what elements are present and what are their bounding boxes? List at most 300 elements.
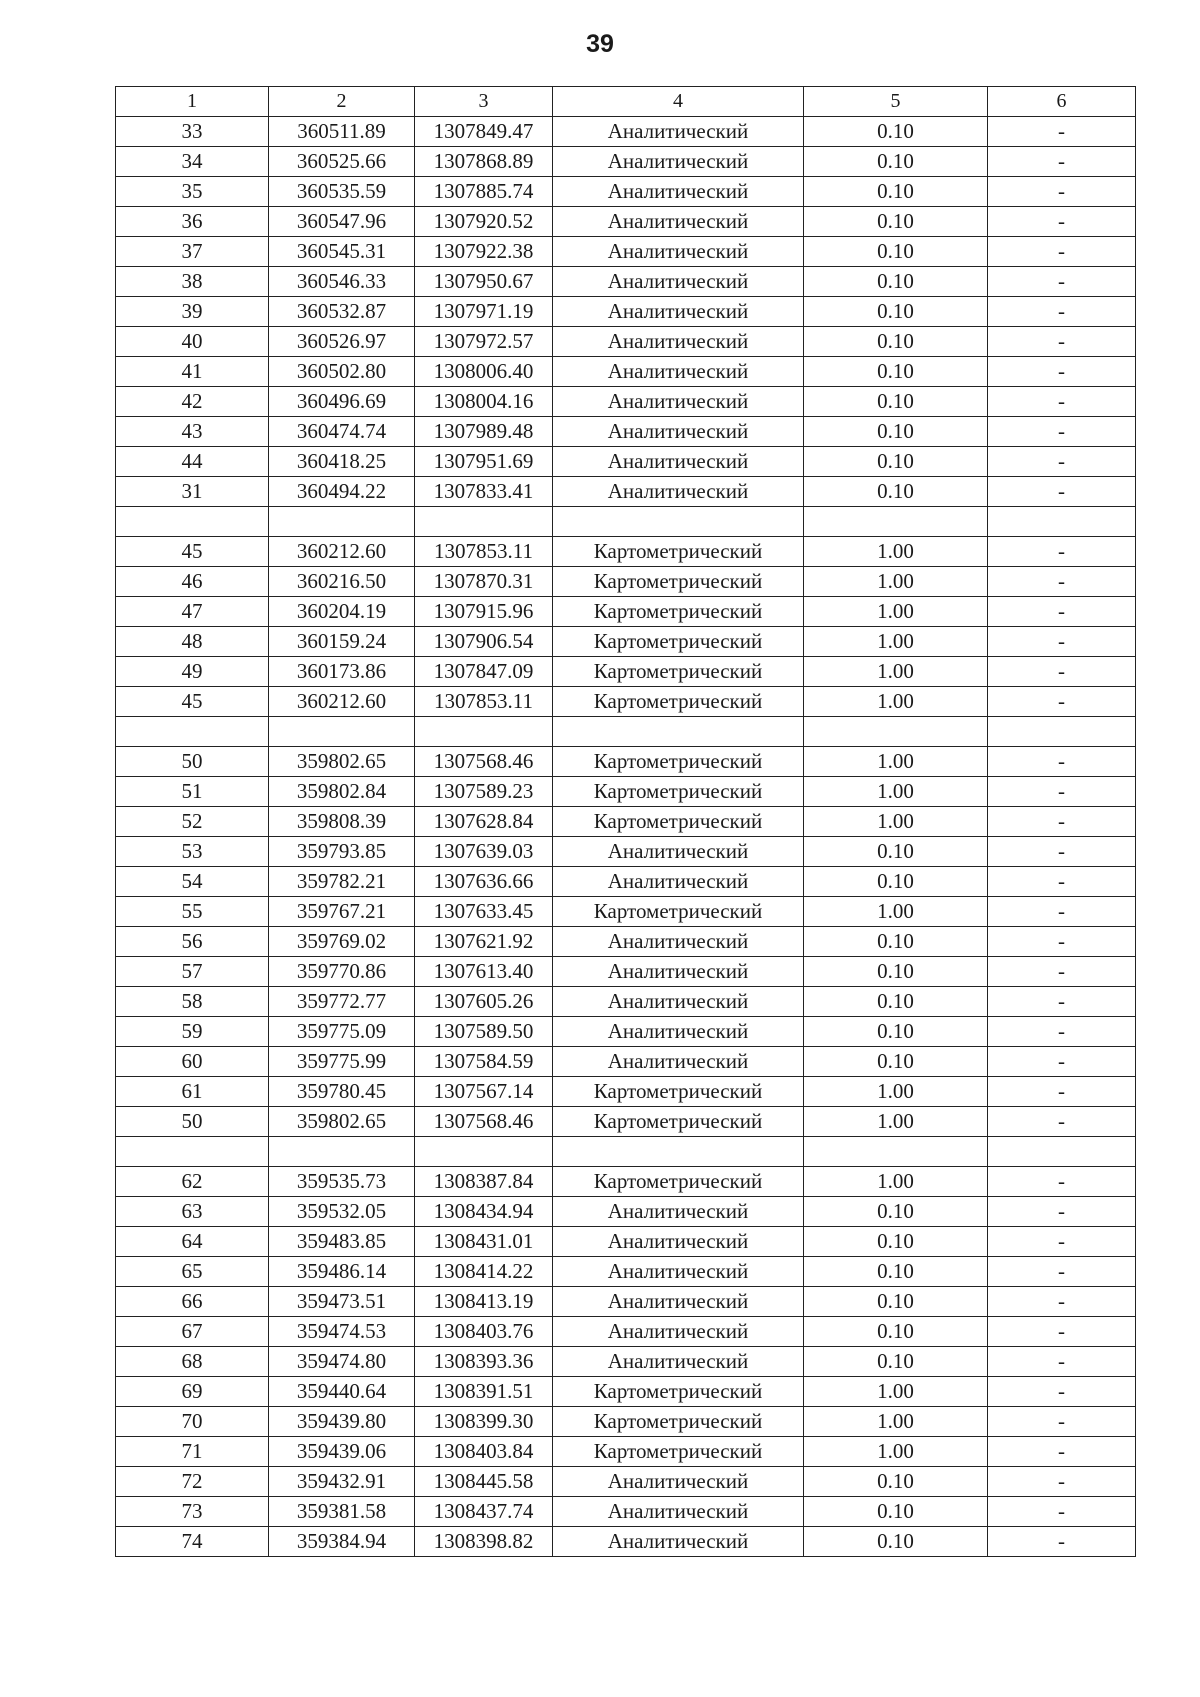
y-coordinate-cell: 1307567.14 — [415, 1077, 553, 1107]
table-row — [116, 867, 1136, 897]
y-coordinate-cell: 1308006.40 — [415, 357, 553, 387]
note-cell: - — [988, 777, 1136, 807]
table-row — [116, 417, 1136, 447]
method-cell: Картометрический — [553, 567, 804, 597]
accuracy-cell: 0.10 — [804, 987, 988, 1017]
y-coordinate-cell: 1308393.36 — [415, 1347, 553, 1377]
x-coordinate-cell: 360496.69 — [269, 387, 415, 417]
table-row — [116, 1497, 1136, 1527]
accuracy-cell: 1.00 — [804, 567, 988, 597]
accuracy-cell: 0.10 — [804, 1047, 988, 1077]
method-cell: Аналитический — [553, 447, 804, 477]
point-number-cell: 69 — [116, 1377, 269, 1407]
note-cell: - — [988, 1437, 1136, 1467]
table-row — [116, 177, 1136, 207]
x-coordinate-cell: 360204.19 — [269, 597, 415, 627]
note-cell — [988, 507, 1136, 537]
note-cell: - — [988, 1287, 1136, 1317]
accuracy-cell: 1.00 — [804, 597, 988, 627]
x-coordinate-cell: 359775.99 — [269, 1047, 415, 1077]
x-coordinate-cell: 359381.58 — [269, 1497, 415, 1527]
accuracy-cell: 1.00 — [804, 1167, 988, 1197]
table-row — [116, 507, 1136, 537]
accuracy-cell: 1.00 — [804, 807, 988, 837]
accuracy-cell: 0.10 — [804, 1287, 988, 1317]
point-number-cell: 38 — [116, 267, 269, 297]
method-cell: Аналитический — [553, 867, 804, 897]
accuracy-cell: 0.10 — [804, 1347, 988, 1377]
accuracy-cell: 0.10 — [804, 297, 988, 327]
y-coordinate-cell: 1308413.19 — [415, 1287, 553, 1317]
y-coordinate-cell: 1308398.82 — [415, 1527, 553, 1557]
table-row — [116, 447, 1136, 477]
x-coordinate-cell: 359474.80 — [269, 1347, 415, 1377]
point-number-cell — [116, 1137, 269, 1167]
note-cell: - — [988, 1317, 1136, 1347]
table-row — [116, 1077, 1136, 1107]
table-row — [116, 267, 1136, 297]
method-cell: Аналитический — [553, 417, 804, 447]
point-number-cell: 57 — [116, 957, 269, 987]
y-coordinate-cell — [415, 507, 553, 537]
y-coordinate-cell: 1307639.03 — [415, 837, 553, 867]
point-number-cell: 61 — [116, 1077, 269, 1107]
method-cell: Картометрический — [553, 1437, 804, 1467]
note-cell: - — [988, 267, 1136, 297]
y-coordinate-cell — [415, 1137, 553, 1167]
note-cell: - — [988, 207, 1136, 237]
y-coordinate-cell: 1308403.76 — [415, 1317, 553, 1347]
point-number-cell — [116, 717, 269, 747]
accuracy-cell: 0.10 — [804, 177, 988, 207]
x-coordinate-cell: 359782.21 — [269, 867, 415, 897]
table-row — [116, 1467, 1136, 1497]
table-row — [116, 297, 1136, 327]
y-coordinate-cell: 1307971.19 — [415, 297, 553, 327]
note-cell — [988, 1137, 1136, 1167]
accuracy-cell: 0.10 — [804, 117, 988, 147]
y-coordinate-cell: 1307950.67 — [415, 267, 553, 297]
method-cell: Картометрический — [553, 627, 804, 657]
x-coordinate-cell: 359532.05 — [269, 1197, 415, 1227]
accuracy-cell — [804, 1137, 988, 1167]
method-cell: Картометрический — [553, 777, 804, 807]
y-coordinate-cell: 1308434.94 — [415, 1197, 553, 1227]
y-coordinate-cell: 1307833.41 — [415, 477, 553, 507]
method-cell — [553, 1137, 804, 1167]
accuracy-cell: 0.10 — [804, 447, 988, 477]
x-coordinate-cell: 360212.60 — [269, 537, 415, 567]
note-cell: - — [988, 897, 1136, 927]
x-coordinate-cell: 359780.45 — [269, 1077, 415, 1107]
accuracy-cell: 0.10 — [804, 267, 988, 297]
table-row — [116, 1167, 1136, 1197]
note-cell: - — [988, 837, 1136, 867]
y-coordinate-cell: 1307568.46 — [415, 1107, 553, 1137]
accuracy-cell: 0.10 — [804, 327, 988, 357]
method-cell: Аналитический — [553, 1257, 804, 1287]
method-cell: Аналитический — [553, 1287, 804, 1317]
method-cell: Аналитический — [553, 267, 804, 297]
y-coordinate-cell: 1307868.89 — [415, 147, 553, 177]
method-cell: Аналитический — [553, 1197, 804, 1227]
accuracy-cell: 1.00 — [804, 1437, 988, 1467]
method-cell: Аналитический — [553, 957, 804, 987]
point-number-cell: 45 — [116, 687, 269, 717]
point-number-cell: 45 — [116, 537, 269, 567]
note-cell: - — [988, 957, 1136, 987]
point-number-cell: 71 — [116, 1437, 269, 1467]
y-coordinate-cell: 1307589.23 — [415, 777, 553, 807]
x-coordinate-cell: 360494.22 — [269, 477, 415, 507]
x-coordinate-cell: 359802.84 — [269, 777, 415, 807]
point-number-cell: 64 — [116, 1227, 269, 1257]
note-cell: - — [988, 1347, 1136, 1377]
point-number-cell: 72 — [116, 1467, 269, 1497]
x-coordinate-cell: 360474.74 — [269, 417, 415, 447]
x-coordinate-cell: 360545.31 — [269, 237, 415, 267]
table-row — [116, 357, 1136, 387]
page-number: 39 — [586, 30, 614, 58]
point-number-cell: 47 — [116, 597, 269, 627]
x-coordinate-cell: 360535.59 — [269, 177, 415, 207]
method-cell: Аналитический — [553, 927, 804, 957]
point-number-cell: 60 — [116, 1047, 269, 1077]
point-number-cell: 39 — [116, 297, 269, 327]
table-row — [116, 477, 1136, 507]
table-row — [116, 747, 1136, 777]
x-coordinate-cell: 359473.51 — [269, 1287, 415, 1317]
accuracy-cell: 1.00 — [804, 1377, 988, 1407]
accuracy-cell: 0.10 — [804, 477, 988, 507]
method-cell: Аналитический — [553, 357, 804, 387]
x-coordinate-cell: 359802.65 — [269, 1107, 415, 1137]
note-cell: - — [988, 1257, 1136, 1287]
accuracy-cell: 0.10 — [804, 1017, 988, 1047]
note-cell: - — [988, 1047, 1136, 1077]
table-row — [116, 837, 1136, 867]
table-row — [116, 777, 1136, 807]
point-number-cell: 50 — [116, 1107, 269, 1137]
method-cell: Картометрический — [553, 1107, 804, 1137]
table-row — [116, 687, 1136, 717]
x-coordinate-cell: 359440.64 — [269, 1377, 415, 1407]
point-number-cell: 51 — [116, 777, 269, 807]
table-row — [116, 387, 1136, 417]
table-row — [116, 1257, 1136, 1287]
method-cell: Аналитический — [553, 477, 804, 507]
accuracy-cell: 1.00 — [804, 1407, 988, 1437]
accuracy-cell — [804, 507, 988, 537]
method-cell: Картометрический — [553, 1167, 804, 1197]
point-number-cell: 43 — [116, 417, 269, 447]
table-row — [116, 957, 1136, 987]
accuracy-cell: 0.10 — [804, 147, 988, 177]
method-cell: Картометрический — [553, 807, 804, 837]
table-row — [116, 1017, 1136, 1047]
accuracy-cell: 0.10 — [804, 1197, 988, 1227]
y-coordinate-cell: 1308414.22 — [415, 1257, 553, 1287]
point-number-cell: 35 — [116, 177, 269, 207]
header-cell: 5 — [804, 87, 988, 117]
accuracy-cell: 0.10 — [804, 957, 988, 987]
note-cell: - — [988, 867, 1136, 897]
point-number-cell: 33 — [116, 117, 269, 147]
y-coordinate-cell: 1307853.11 — [415, 687, 553, 717]
x-coordinate-cell — [269, 507, 415, 537]
y-coordinate-cell: 1308437.74 — [415, 1497, 553, 1527]
y-coordinate-cell: 1307589.50 — [415, 1017, 553, 1047]
header-cell: 2 — [269, 87, 415, 117]
point-number-cell: 54 — [116, 867, 269, 897]
table-row — [116, 597, 1136, 627]
note-cell: - — [988, 1467, 1136, 1497]
note-cell: - — [988, 657, 1136, 687]
method-cell — [553, 717, 804, 747]
x-coordinate-cell: 359769.02 — [269, 927, 415, 957]
y-coordinate-cell: 1308399.30 — [415, 1407, 553, 1437]
table-row — [116, 717, 1136, 747]
x-coordinate-cell: 359432.91 — [269, 1467, 415, 1497]
accuracy-cell: 1.00 — [804, 687, 988, 717]
y-coordinate-cell: 1307636.66 — [415, 867, 553, 897]
accuracy-cell: 0.10 — [804, 927, 988, 957]
note-cell: - — [988, 807, 1136, 837]
table-row — [116, 327, 1136, 357]
method-cell: Картометрический — [553, 687, 804, 717]
table-row — [116, 807, 1136, 837]
point-number-cell: 73 — [116, 1497, 269, 1527]
y-coordinate-cell: 1307853.11 — [415, 537, 553, 567]
x-coordinate-cell: 360418.25 — [269, 447, 415, 477]
x-coordinate-cell: 359808.39 — [269, 807, 415, 837]
y-coordinate-cell: 1307613.40 — [415, 957, 553, 987]
point-number-cell: 46 — [116, 567, 269, 597]
accuracy-cell: 0.10 — [804, 357, 988, 387]
point-number-cell: 34 — [116, 147, 269, 177]
y-coordinate-cell: 1307920.52 — [415, 207, 553, 237]
table-row — [116, 1137, 1136, 1167]
x-coordinate-cell — [269, 1137, 415, 1167]
y-coordinate-cell: 1307584.59 — [415, 1047, 553, 1077]
x-coordinate-cell: 360532.87 — [269, 297, 415, 327]
x-coordinate-cell: 360173.86 — [269, 657, 415, 687]
accuracy-cell: 0.10 — [804, 237, 988, 267]
note-cell: - — [988, 387, 1136, 417]
note-cell: - — [988, 1227, 1136, 1257]
method-cell: Картометрический — [553, 1407, 804, 1437]
note-cell: - — [988, 117, 1136, 147]
method-cell: Аналитический — [553, 387, 804, 417]
accuracy-cell: 1.00 — [804, 1107, 988, 1137]
method-cell: Аналитический — [553, 1047, 804, 1077]
x-coordinate-cell: 360526.97 — [269, 327, 415, 357]
point-number-cell: 41 — [116, 357, 269, 387]
y-coordinate-cell: 1307989.48 — [415, 417, 553, 447]
x-coordinate-cell: 359384.94 — [269, 1527, 415, 1557]
header-cell: 6 — [988, 87, 1136, 117]
table-row — [116, 1197, 1136, 1227]
table-row — [116, 147, 1136, 177]
point-number-cell: 48 — [116, 627, 269, 657]
x-coordinate-cell: 359535.73 — [269, 1167, 415, 1197]
note-cell: - — [988, 1107, 1136, 1137]
y-coordinate-cell: 1307568.46 — [415, 747, 553, 777]
y-coordinate-cell: 1308391.51 — [415, 1377, 553, 1407]
method-cell: Аналитический — [553, 177, 804, 207]
table-row — [116, 1377, 1136, 1407]
accuracy-cell: 1.00 — [804, 537, 988, 567]
accuracy-cell: 0.10 — [804, 1497, 988, 1527]
point-number-cell: 55 — [116, 897, 269, 927]
table-row — [116, 1317, 1136, 1347]
point-number-cell: 58 — [116, 987, 269, 1017]
accuracy-cell: 1.00 — [804, 627, 988, 657]
accuracy-cell: 0.10 — [804, 1257, 988, 1287]
point-number-cell: 52 — [116, 807, 269, 837]
accuracy-cell: 0.10 — [804, 1227, 988, 1257]
point-number-cell: 53 — [116, 837, 269, 867]
x-coordinate-cell: 360525.66 — [269, 147, 415, 177]
x-coordinate-cell: 360511.89 — [269, 117, 415, 147]
x-coordinate-cell: 360159.24 — [269, 627, 415, 657]
x-coordinate-cell: 360547.96 — [269, 207, 415, 237]
note-cell: - — [988, 1017, 1136, 1047]
table-row — [116, 237, 1136, 267]
accuracy-cell: 0.10 — [804, 837, 988, 867]
method-cell: Аналитический — [553, 837, 804, 867]
point-number-cell: 63 — [116, 1197, 269, 1227]
note-cell: - — [988, 927, 1136, 957]
table-row — [116, 987, 1136, 1017]
note-cell: - — [988, 237, 1136, 267]
table-row — [116, 117, 1136, 147]
accuracy-cell: 1.00 — [804, 747, 988, 777]
method-cell: Картометрический — [553, 1077, 804, 1107]
y-coordinate-cell: 1307628.84 — [415, 807, 553, 837]
table-row — [116, 1287, 1136, 1317]
y-coordinate-cell: 1308431.01 — [415, 1227, 553, 1257]
point-number-cell: 44 — [116, 447, 269, 477]
table-body — [116, 87, 1136, 1557]
y-coordinate-cell: 1307870.31 — [415, 567, 553, 597]
point-number-cell: 37 — [116, 237, 269, 267]
accuracy-cell: 0.10 — [804, 207, 988, 237]
note-cell — [988, 717, 1136, 747]
x-coordinate-cell: 360546.33 — [269, 267, 415, 297]
accuracy-cell — [804, 717, 988, 747]
method-cell: Аналитический — [553, 1227, 804, 1257]
note-cell: - — [988, 357, 1136, 387]
point-number-cell: 68 — [116, 1347, 269, 1377]
point-number-cell — [116, 507, 269, 537]
header-cell: 3 — [415, 87, 553, 117]
point-number-cell: 49 — [116, 657, 269, 687]
note-cell: - — [988, 1197, 1136, 1227]
table-row — [116, 1527, 1136, 1557]
accuracy-cell: 1.00 — [804, 657, 988, 687]
y-coordinate-cell: 1307621.92 — [415, 927, 553, 957]
table-row — [116, 537, 1136, 567]
note-cell: - — [988, 1377, 1136, 1407]
accuracy-cell: 0.10 — [804, 1467, 988, 1497]
point-number-cell: 65 — [116, 1257, 269, 1287]
point-number-cell: 40 — [116, 327, 269, 357]
accuracy-cell: 1.00 — [804, 777, 988, 807]
table-row — [116, 657, 1136, 687]
note-cell: - — [988, 1497, 1136, 1527]
x-coordinate-cell: 360502.80 — [269, 357, 415, 387]
table-header-row — [116, 87, 1136, 117]
x-coordinate-cell: 359474.53 — [269, 1317, 415, 1347]
y-coordinate-cell: 1307906.54 — [415, 627, 553, 657]
point-number-cell: 42 — [116, 387, 269, 417]
note-cell: - — [988, 477, 1136, 507]
coordinates-table — [115, 86, 1136, 1557]
table-row — [116, 897, 1136, 927]
note-cell: - — [988, 687, 1136, 717]
x-coordinate-cell: 359770.86 — [269, 957, 415, 987]
table-row — [116, 207, 1136, 237]
method-cell: Картометрический — [553, 747, 804, 777]
y-coordinate-cell: 1307922.38 — [415, 237, 553, 267]
table-row — [116, 927, 1136, 957]
accuracy-cell: 0.10 — [804, 867, 988, 897]
accuracy-cell: 0.10 — [804, 417, 988, 447]
note-cell: - — [988, 1407, 1136, 1437]
y-coordinate-cell: 1307885.74 — [415, 177, 553, 207]
note-cell: - — [988, 1077, 1136, 1107]
method-cell: Аналитический — [553, 1527, 804, 1557]
note-cell: - — [988, 447, 1136, 477]
x-coordinate-cell — [269, 717, 415, 747]
x-coordinate-cell: 359486.14 — [269, 1257, 415, 1287]
point-number-cell: 56 — [116, 927, 269, 957]
y-coordinate-cell: 1307972.57 — [415, 327, 553, 357]
point-number-cell: 62 — [116, 1167, 269, 1197]
table-row — [116, 1227, 1136, 1257]
method-cell: Аналитический — [553, 1467, 804, 1497]
method-cell: Аналитический — [553, 297, 804, 327]
point-number-cell: 70 — [116, 1407, 269, 1437]
method-cell: Картометрический — [553, 597, 804, 627]
note-cell: - — [988, 537, 1136, 567]
x-coordinate-cell: 359772.77 — [269, 987, 415, 1017]
method-cell: Аналитический — [553, 1347, 804, 1377]
x-coordinate-cell: 359802.65 — [269, 747, 415, 777]
method-cell: Аналитический — [553, 987, 804, 1017]
note-cell: - — [988, 297, 1136, 327]
table-row — [116, 567, 1136, 597]
point-number-cell: 67 — [116, 1317, 269, 1347]
method-cell: Аналитический — [553, 1317, 804, 1347]
x-coordinate-cell: 359767.21 — [269, 897, 415, 927]
x-coordinate-cell: 360216.50 — [269, 567, 415, 597]
accuracy-cell: 1.00 — [804, 897, 988, 927]
accuracy-cell: 0.10 — [804, 1317, 988, 1347]
note-cell: - — [988, 1527, 1136, 1557]
point-number-cell: 74 — [116, 1527, 269, 1557]
table-row — [116, 1407, 1136, 1437]
y-coordinate-cell: 1307849.47 — [415, 117, 553, 147]
point-number-cell: 36 — [116, 207, 269, 237]
y-coordinate-cell: 1307951.69 — [415, 447, 553, 477]
note-cell: - — [988, 147, 1136, 177]
method-cell: Аналитический — [553, 147, 804, 177]
method-cell — [553, 507, 804, 537]
note-cell: - — [988, 987, 1136, 1017]
method-cell: Аналитический — [553, 117, 804, 147]
